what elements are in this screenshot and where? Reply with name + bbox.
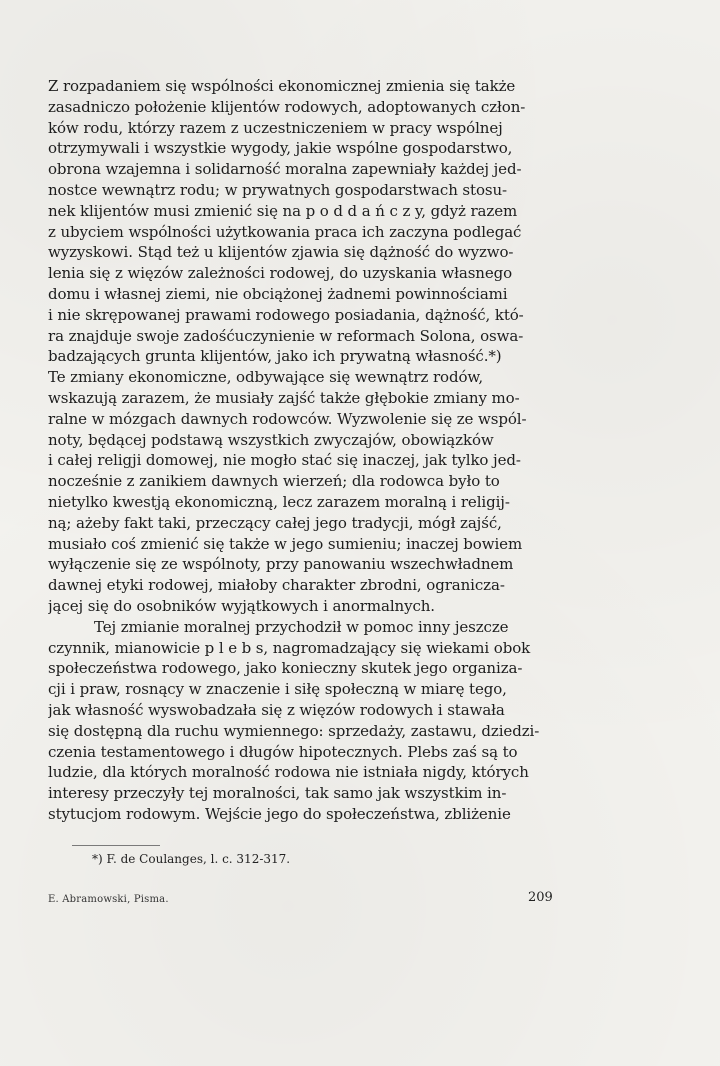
text-line: domu i własnej ziemi, nie obciążonej żadnemi powinnościami [48,284,508,303]
footnote-divider [72,845,160,846]
text-line: nocześnie z zanikiem dawnych wierzeń; dla rodowca było to [48,472,500,491]
text-line: noty, będącej podstawą wszystkich zwyczajów, obowiązków [48,430,494,449]
text-line: badzających grunta klijentów, jako ich prywatną własność.*) [48,347,502,366]
text-line: nostce wewnątrz rodu; w prywatnych gospodarstwach stosu- [48,180,508,199]
text-line: nek klijentów musi zmienić się na p o d d a ń c z y, gdyż razem [48,201,518,220]
text-line: ków rodu, którzy razem z uczestniczeniem w pracy wspólnej [48,118,503,137]
text-line: ną; ażeby fakt taki, przeczący całej jego tradycji, mógł zajść, [48,513,502,532]
text-line: ra znajduje swoje zadośćuczynienie w reformach Solona, oswa- [48,326,524,345]
text-line: cji i praw, rosnący w znaczenie i siłę społeczną w miarę tego, [48,680,507,699]
text-line: jak własność wyswobadzała się z więzów rodowych i stawała [48,700,505,719]
text-line: jącej się do osobników wyjątkowych i anormalnych. [48,596,435,615]
text-line: dawnej etyki rodowej, miałoby charakter zbrodni, ogranicza- [48,576,505,595]
text-line: ralne w mózgach dawnych rodowców. Wyzwolenie się ze wspól- [48,409,527,428]
text-line: czenia testamentowego i długów hipotecznych. Plebs zaś są to [48,742,518,761]
text-line: interesy przeczyły tej moralności, tak samo jak wszystkim in- [48,784,507,803]
main-text [48,76,544,825]
text-line: czynnik, mianowicie p l e b s, nagromadzający się wiekami obok [48,638,531,657]
text-line: wyzyskowi. Stąd też u klijentów zjawia się dążność do wyzwo- [48,243,514,262]
text-line: otrzymywali i wszystkie wygody, jakie wspólne gospodarstwo, [48,139,513,158]
text-line: Te zmiany ekonomiczne, odbywające się wewnątrz rodów, [48,368,484,387]
text-line: lenia się z więzów zależności rodowej, do uzyskania własnego [48,264,513,283]
text-line: nietylko kwestją ekonomiczną, lecz zarazem moralną i religij- [48,492,510,511]
text-line: ludzie, dla których moralność rodowa nie istniała nigdy, których [48,763,529,782]
text-line: i całej religji domowej, nie mogło stać się inaczej, jak tylko jed- [48,451,521,470]
footnote: *) F. de Coulanges, l. c. 312-317. [92,852,291,866]
text-line: wyłączenie się ze wspólnoty, przy panowaniu wszechwładnem [48,555,514,574]
text-line: i nie skrępowanej prawami rodowego posiadania, dążność, któ- [48,305,524,324]
paragraph-start-line: Tej zmianie moralnej przychodził w pomoc inny jeszcze [94,617,509,636]
text-line: wskazują zarazem, że musiały zajść także głębokie zmiany mo- [48,388,520,407]
text-line: obrona wzajemna i solidarność moralna zapewniały każdej jed- [48,160,522,179]
signature-mark: E. Abramowski, Pisma. [48,894,169,905]
text-line: stytucjom rodowym. Wejście jego do społeczeństwa, zbliżenie [48,804,511,823]
text-line: z ubyciem wspólności użytkowania praca ich zaczyna podlegać [48,222,522,241]
page-number: 209 [528,890,553,905]
text-line: musiało coś zmienić się także w jego sumieniu; inaczej bowiem [48,534,523,553]
text-line: zasadniczo położenie klijentów rodowych, adoptowanych człon- [48,97,526,116]
text-line: społeczeństwa rodowego, jako konieczny skutek jego organiza- [48,659,523,678]
text-line: się dostępną dla ruchu wymiennego: sprzedaży, zastawu, dziedzi- [48,721,540,740]
text-line: Z rozpadaniem się wspólności ekonomicznej zmienia się także [48,77,516,95]
